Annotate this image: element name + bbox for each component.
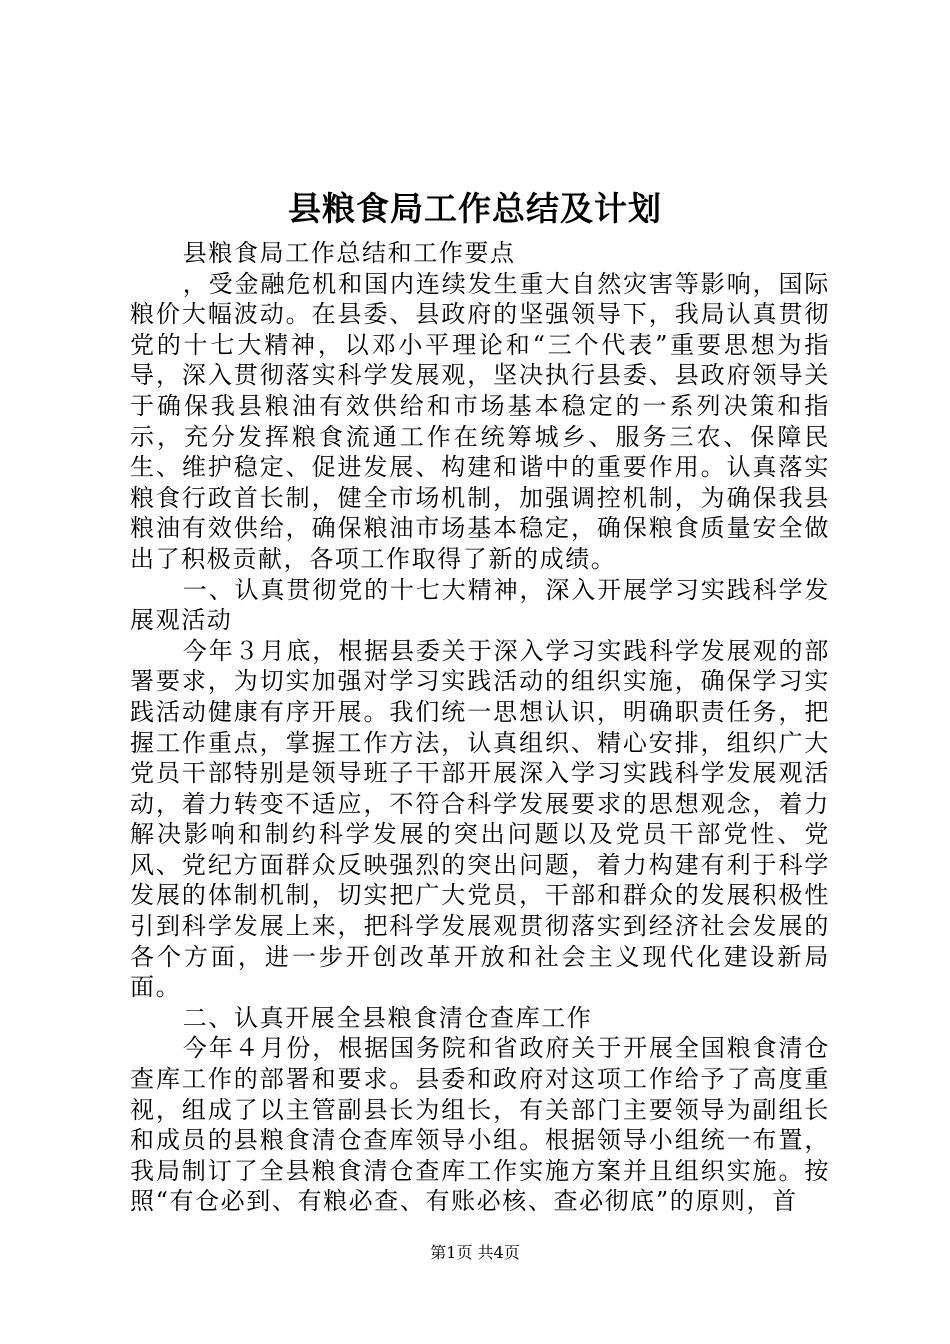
page-number-footer: 第1页 共4页 [430, 1243, 520, 1262]
paragraph-intro: ，受金融危机和国内连续发生重大自然灾害等影响，国际粮价大幅波动。在县委、县政府的坚强领导下，我局认真贯彻党的十七大精神，以邓小平理论和“三个代表”重要思想为指导，深入贯彻落实科学发展观，坚决执行县委、县政府领导关于确保我县粮油有效供给和市场基本稳定的一系列决策和指示，充分发挥粮食流通工作在统筹城乡、服务三农、保障民生、维护稳定、促进发展、构建和谐中的重要作用。认真落实粮食行政首长制，健全市场机制，加强调控机制，为确保我县粮油有效供给，确保粮油市场基本稳定，确保粮食质量安全做出了积极贡献，各项工作取得了新的成绩。 [130, 269, 830, 573]
section-heading-1: 一、认真贯彻党的十七大精神，深入开展学习实践科学发展观活动 [130, 575, 830, 635]
paragraph-section-1: 今年３月底，根据县委关于深入学习实践科学发展观的部署要求，为切实加强对学习实践活动的组织实施，确保学习实践活动健康有序开展。我们统一思想认识，明确职责任务，把握工作重点，掌握工作方法，认真组织、精心安排，组织广大党员干部特别是领导班子干部开展深入学习实践科学发展观活动，着力转变不适应，不符合科学发展要求的思想观念，着力解决影响和制约科学发展的突出问题以及党员干部党性、党风、党纪方面群众反映强烈的突出问题，着力构建有利于科学发展的体制机制，切实把广大党员，干部和群众的发展积极性引到科学发展上来，把科学发展观贯彻落实到经济社会发展的各个方面，进一步开创改革开放和社会主义现代化建设新局面。 [130, 636, 830, 1002]
paragraph-subtitle: 县粮食局工作总结和工作要点 [182, 239, 516, 267]
paragraph-section-2: 今年４月份，根据国务院和省政府关于开展全国粮食清仓查库工作的部署和要求。县委和政府对这项工作给予了高度重视，组成了以主管副县长为组长，有关部门主要领导为副组长和成员的县粮食清仓查库领导小组。根据领导小组统一布置，我局制订了全县粮食清仓查库工作实施方案并且组织实施。按照“有仓必到、有粮必查、有账必核、查必彻底”的原则，首 [130, 1034, 830, 1216]
document-title: 县粮食局工作总结及计划 [288, 189, 662, 228]
document-body [130, 238, 830, 1217]
section-heading-2: 二、认真开展全县粮食清仓查库工作 [182, 1003, 593, 1032]
